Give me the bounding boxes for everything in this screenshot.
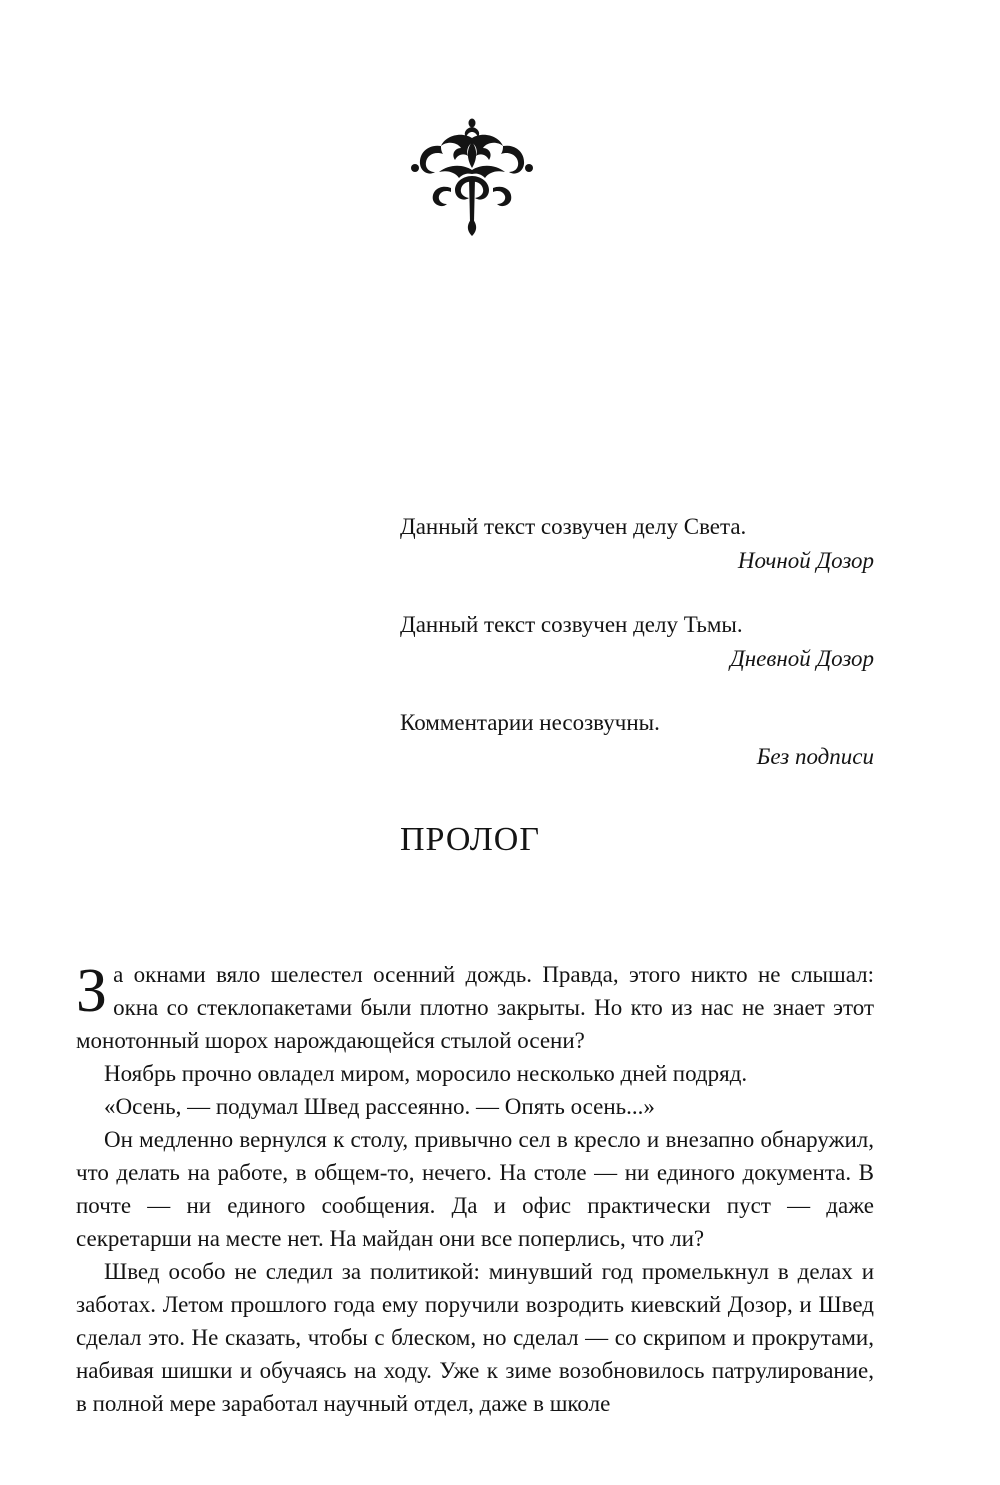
paragraph: Ноябрь прочно овладел миром, моросило несколько дней подряд. [104, 1061, 748, 1086]
epigraph-text: Данный текст созвучен делу Тьмы. [400, 612, 743, 637]
epigraph-signature: Дневной Дозор [730, 646, 874, 671]
paragraph: Швед особо не следил за политикой: минувший год промелькнул в делах и заботах. Летом прошлого года ему поручили возродить киевский Дозор, и Швед сделал это. Не сказать, чтобы с блеском, но сделал — со скрипом и прокрутами, набивая шишки и обучаясь на ходу. Уже к зиме возобновилось патрулирование, в полной мере заработал научный отдел, даже в школе [76, 1259, 874, 1416]
epigraph-signature: Ночной Дозор [737, 548, 874, 573]
epigraph [400, 510, 874, 578]
epigraph-text: Комментарии несозвучны. [400, 710, 660, 735]
paragraph: «Осень, — подумал Швед рассеянно. — Опять осень...» [104, 1094, 655, 1119]
floral-ornament-icon [411, 118, 533, 238]
floral-ornament-svg [411, 118, 533, 238]
epigraph-signature: Без подписи [756, 744, 874, 769]
epigraph-block [400, 510, 874, 804]
epigraph [400, 608, 874, 676]
first-paragraph-text: а окнами вяло шелестел осенний дождь. Правда, этого никто не слышал: окна со стеклопакетами были плотно закрыты. Но кто из нас не знает этот монотонный шорох нарождающейся стылой осени? [76, 962, 874, 1053]
body-text [76, 958, 874, 1420]
drop-cap: З [76, 957, 108, 1025]
epigraph [400, 706, 874, 774]
chapter-title: ПРОЛОГ [400, 821, 541, 858]
first-paragraph [76, 958, 874, 1057]
paragraph: Он медленно вернулся к столу, привычно сел в кресло и внезапно обнаружил, что делать на работе, в общем-то, нечего. На столе — ни единого документа. В почте — ни единого сообщения. Да и офис практически пуст — даже секретарши на месте нет. На майдан они все поперлись, что ли? [76, 1127, 874, 1251]
epigraph-text: Данный текст созвучен делу Света. [400, 514, 747, 539]
